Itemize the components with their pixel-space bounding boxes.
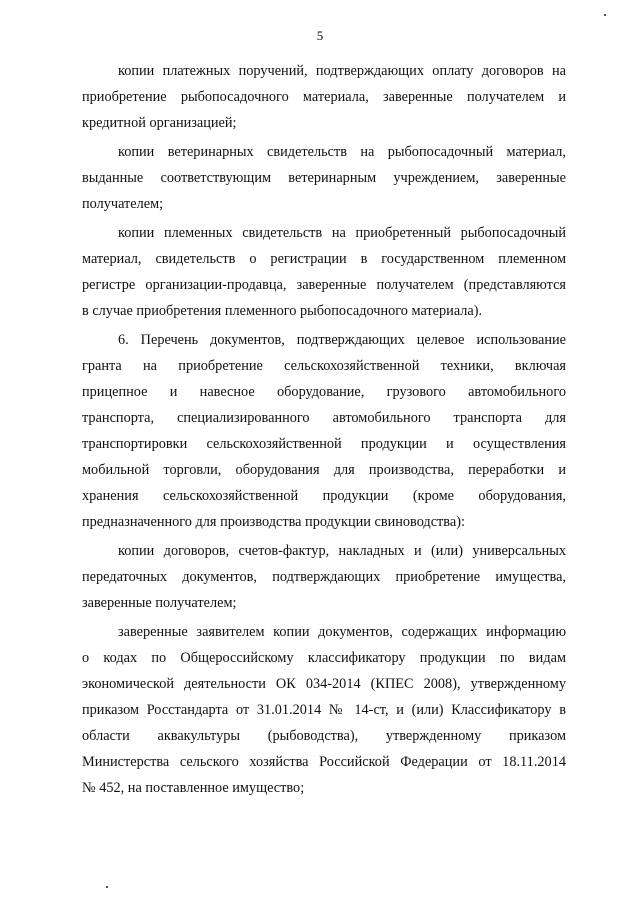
scan-speck [604,14,606,16]
text-line: № 452, на поставленное имущество; [82,780,305,796]
text-line: приказом Росстандарта от 31.01.2014 № 14-ст, и (или) Классификатору в [82,702,566,718]
scan-speck [106,886,108,888]
text-line: хранения сельскохозяйственной продукции (кроме оборудования, [82,488,566,504]
text-line: предназначенного для производства продукции свиноводства): [82,514,465,530]
text-line: о кодах по Общероссийскому классификатору продукции по видам [82,650,566,666]
text-line: регистре организации-продавца, заверенные получателем (представляются [82,277,566,293]
text-line: заверенные получателем; [82,595,237,611]
text-line: кредитной организацией; [82,115,237,131]
text-line: передаточных документов, подтверждающих приобретение имущества, [82,569,566,585]
text-line: заверенные заявителем копии документов, содержащих информацию [118,624,566,640]
text-line: гранта на приобретение сельскохозяйственной техники, включая [82,358,566,374]
text-line: прицепное и навесное оборудование, грузового автомобильного [82,384,566,400]
text-line: области аквакультуры (рыбоводства), утвержденному приказом [82,728,566,744]
text-line: выданные соответствующим ветеринарным учреждением, заверенные [82,170,566,186]
text-line: копии племенных свидетельств на приобретенный рыбопосадочный [118,225,566,241]
text-line: экономической деятельности ОК 034-2014 (КПЕС 2008), утвержденному [82,676,566,692]
text-line: транспорта, специализированного автомобильного транспорта для [82,410,566,426]
page-number: 5 [316,28,324,43]
text-line: Министерства сельского хозяйства Российской Федерации от 18.11.2014 [82,754,566,770]
text-line: копии платежных поручений, подтверждающих оплату договоров на [118,63,566,79]
text-line: в случае приобретения племенного рыбопосадочного материала). [82,303,483,319]
text-line: материал, свидетельств о регистрации в государственном племенном [82,251,566,267]
text-line: 6. Перечень документов, подтверждающих целевое использование [118,332,566,348]
text-line: транспортировки сельскохозяйственной продукции и осуществления [82,436,566,452]
text-line: приобретение рыбопосадочного материала, заверенные получателем и [82,89,566,105]
document-body [82,58,566,801]
text-line: копии договоров, счетов-фактур, накладных и (или) универсальных [118,543,566,559]
text-line: копии ветеринарных свидетельств на рыбопосадочный материал, [118,144,566,160]
text-line: получателем; [82,196,164,212]
text-line: мобильной торговли, оборудования для производства, переработки и [82,462,566,478]
